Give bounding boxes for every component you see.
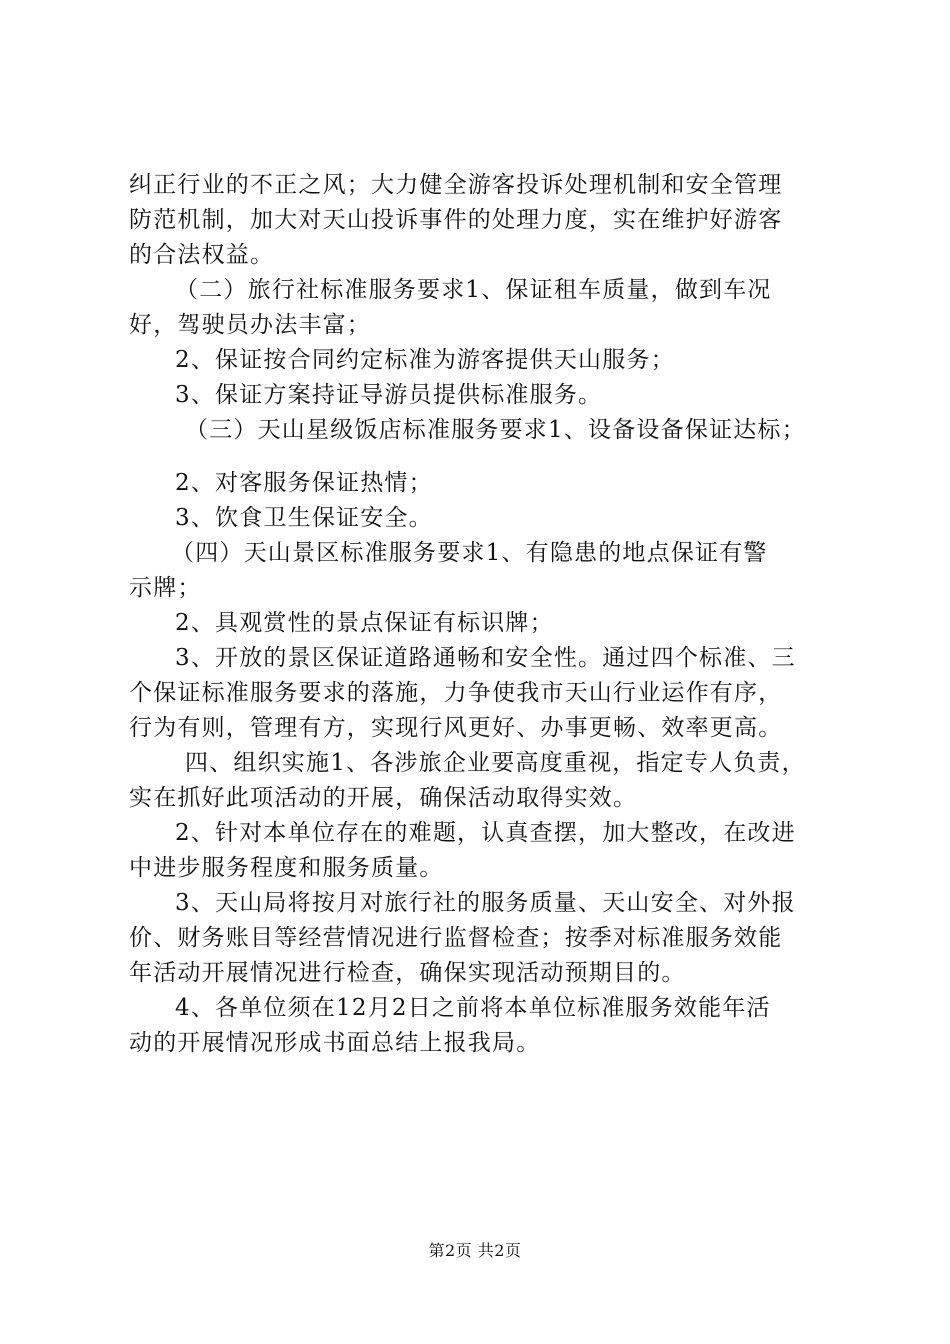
body-line: 的合法权益。 (129, 242, 275, 268)
body-line: 年活动开展情况进行检查，确保实现活动预期目的。 (129, 960, 686, 986)
body-line: 动的开展情况形成书面总结上报我局。 (129, 1030, 541, 1056)
body-line: 行为有则，管理有方，实现行风更好、办事更畅、效率更高。 (129, 715, 783, 741)
section-heading-travel-agency: （二）旅行社标准服务要求1、保证租车质量，做到车况 (175, 277, 772, 303)
body-line: 防范机制，加大对天山投诉事件的处理力度，实在维护好游客 (129, 207, 783, 233)
body-line: 3、保证方案持证导游员提供标准服务。 (175, 382, 603, 408)
body-line: 纠正行业的不正之风；大力健全游客投诉处理机制和安全管理 (129, 172, 783, 198)
body-line: 个保证标准服务要求的落施，力争使我市天山行业运作有序， (129, 680, 783, 706)
body-line: 3、开放的景区保证道路通畅和安全性。通过四个标准、三 (175, 645, 796, 671)
body-line: 2、对客服务保证热情； (175, 470, 433, 496)
body-line: 3、天山局将按月对旅行社的服务质量、天山安全、对外报 (175, 890, 796, 916)
body-line: 2、具观赏性的景点保证有标识牌； (175, 610, 554, 636)
body-line: 实在抓好此项活动的开展，确保活动取得实效。 (129, 785, 638, 811)
body-line: 示牌； (129, 575, 202, 601)
body-line: 好，驾驶员办法丰富； (129, 312, 371, 338)
section-heading-scenic-area: （四）天山景区标准服务要求1、有隐患的地点保证有警 (171, 540, 768, 566)
body-line: 3、饮食卫生保证安全。 (175, 505, 433, 531)
body-line: 4、各单位须在12月2日之前将本单位标准服务效能年活 (175, 995, 771, 1021)
section-heading-implementation: 四、组织实施1、各涉旅企业要高度重视，指定专人负责， (185, 750, 806, 776)
page-number-footer: 第2页 共2页 (428, 1241, 522, 1260)
body-line: 2、针对本单位存在的难题，认真查摆，加大整改，在改进 (175, 820, 796, 846)
body-line: 价、财务账目等经营情况进行监督检查；按季对标准服务效能 (129, 925, 783, 951)
section-heading-hotel: （三）天山星级饭店标准服务要求1、设备设备保证达标； (185, 417, 806, 443)
body-line: 中进步服务程度和服务质量。 (129, 855, 444, 881)
body-line: 2、保证按合同约定标准为游客提供天山服务； (175, 347, 675, 373)
